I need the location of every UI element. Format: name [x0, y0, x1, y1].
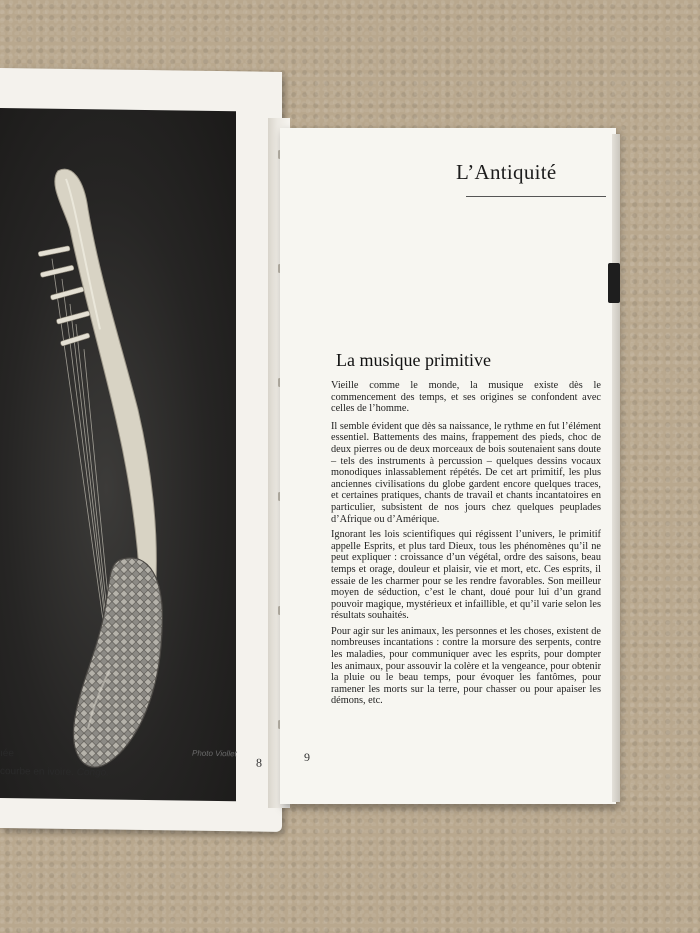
bow-harp-illustration: [0, 108, 236, 801]
paragraph: Il semble évident que dès sa naissance, le rythme en fut l’élément essentiel. Battements des mains, frappement des pieds, choc de deux pierres ou de deux morceaux de bois soutenaient sans doute – tels des instruments à percussion – quelques dessins vocaux monodiques inlassablement répétés. De cet art primitif, les plus anciennes civilisations du globe gardent encore quelques traces, et certaines pratiques, chants de travail et chants incantatoires en particulier, subsistent de nos jours chez quelques peuplades d’Afrique ou d’Amérique.: [331, 420, 601, 525]
paragraph: Pour agir sur les animaux, les personnes et les choses, existent de nombreuses incantations : contre la morsure des serpents, contre les maladies, pour communiquer avec les esprits, pour dompter les animaux, pour assouvir la colère et la vengeance, pour obtenir la pluie ou le beau temps, pour évoquer les fantômes, pour ramener les morts sur la terre, pour chasser ou pour apaiser les démons, etc.: [331, 625, 601, 707]
right-page-number: 9: [304, 750, 310, 764]
caption-line-1: ıée: [0, 748, 14, 760]
paragraph: Ignorant les lois scientifiques qui régissent l’univers, le primitif appelle Esprits, et plus tard Dieux, tous les phénomènes qu’il ne peut expliquer : croissance d’un végétal, ordre des saisons, beau temps et orage, douleur et plaisir, vie et mort, etc. Ces esprits, il essaie de les charmer pour se les rendre favorables. Son meilleur moyen de séduction, c’est le chant, doué pour lui d’un grand pouvoir magique, mystérieux et infaillible, et qu’il varie selon les résultats souhaités.: [331, 529, 601, 622]
left-page: [0, 68, 282, 832]
open-book: [0, 68, 630, 828]
page-edges: [612, 134, 620, 802]
caption-text: courbe en ivoire.: [0, 766, 77, 779]
body-text: [331, 380, 601, 711]
left-page-number: 8: [256, 755, 262, 770]
caption-line-2: [0, 766, 109, 779]
paragraph: Vieille comme le monde, la musique existe dès le commencement des temps, et ses origines se confondent avec celles de l’homme.: [331, 380, 601, 415]
chapter-title: L’Antiquité: [456, 160, 557, 184]
right-page: [280, 128, 616, 804]
page-tab-marker: [608, 263, 620, 303]
section-title: La musique primitive: [336, 350, 491, 370]
harp-photograph: [0, 108, 236, 801]
photo-credit: Photo Viollet: [192, 748, 237, 759]
caption-origin: Congo.: [76, 767, 109, 779]
title-rule: [466, 196, 606, 197]
